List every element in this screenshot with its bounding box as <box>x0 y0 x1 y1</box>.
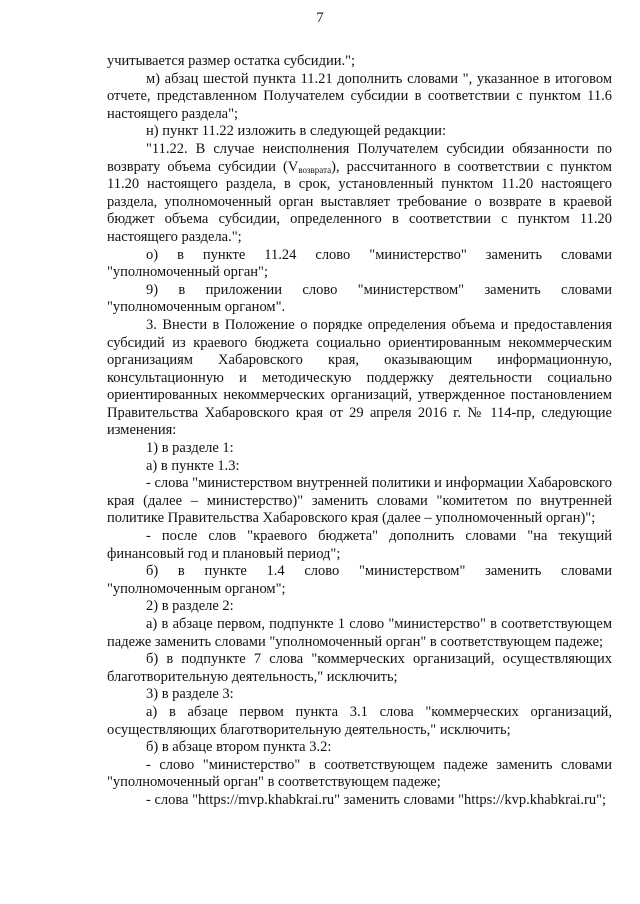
paragraph: учитывается размер остатка субсидии."; <box>107 53 356 69</box>
paragraph: - после слов "краевого бюджета" дополнить словами "на текущий финансовый год и плановый период"; <box>107 528 612 562</box>
paragraph: 3) в разделе 3: <box>146 686 234 703</box>
paragraph: - слово "министерство" в соответствующем падеже заменить словами "уполномоченный орган" в соответствующем падеже; <box>107 756 612 791</box>
paragraph: м) абзац шестой пункта 11.21 дополнить словами ", указанное в итоговом отчете, представленном Получателем субсидии в соответствии с пунктом 11.6 настоящего раздела"; <box>107 70 612 122</box>
paragraph-text: ), рассчитанного в соответствии с пунктом 11.20 настоящего раздела, в срок, установленный пунктом 11.20 настоящего раздела, уполномоченный орган выставляет требование о возврате в краевой бюджет объема субсидии, определенного в соответствии с пунктом 11.20 настоящего раздела."; <box>107 158 612 245</box>
paragraph: 1) в разделе 1: <box>146 440 234 457</box>
paragraph: - слова "https://mvp.khabkrai.ru" заменить словами "https://kvp.khabkrai.ru"; <box>146 791 607 808</box>
paragraph <box>107 141 612 247</box>
paragraph: а) в абзаце первом, подпункте 1 слово "министерство" в соответствующем падеже заменить словами "уполномоченный орган" в соответствующем падеже; <box>107 616 612 650</box>
paragraph: 2) в разделе 2: <box>146 598 234 615</box>
paragraph: а) в абзаце первом пункта 3.1 слова "коммерческих организаций, осуществляющих благотворительную деятельность," исключить; <box>107 703 612 738</box>
subscript: возврата <box>298 164 332 175</box>
paragraph: б) в пункте 1.4 слово "министерством" заменить словами "уполномоченным органом"; <box>107 563 612 597</box>
document-body <box>107 53 612 810</box>
paragraph: 3. Внести в Положение о порядке определения объема и предоставления субсидий из краевого бюджета социально ориентированным некоммерческим организациям Хабаровского края, оказывающим информационную, консультационную и методическую поддержку деятельности социально ориентированных некоммерческих организаций, утвержденное постановлением Правительства Хабаровского края от 29 апреля 2016 г. № 114-пр, следующие изменения: <box>107 316 612 439</box>
paragraph: а) в пункте 1.3: <box>146 457 240 474</box>
paragraph: о) в пункте 11.24 слово "министерство" заменить словами "уполномоченный орган"; <box>107 246 612 281</box>
paragraph: - слова "министерством внутренней политики и информации Хабаровского края (далее – министерство)" заменить словами "комитетом по внутренней политике Правительства Хабаровского края (далее – уполномоченный орган)"; <box>107 475 612 527</box>
paragraph: н) пункт 11.22 изложить в следующей редакции: <box>146 123 446 140</box>
page-number: 7 <box>316 10 324 26</box>
paragraph-text: "11.22. В случае неисполнения Получателем субсидии обязанности по возврату объема субсидии (V <box>107 140 612 175</box>
paragraph: б) в абзаце втором пункта 3.2: <box>146 739 332 756</box>
paragraph: б) в подпункте 7 слова "коммерческих организаций, осуществляющих благотворительную деятельность," исключить; <box>107 651 612 685</box>
paragraph: 9) в приложении слово "министерством" заменить словами "уполномоченным органом". <box>107 281 612 316</box>
